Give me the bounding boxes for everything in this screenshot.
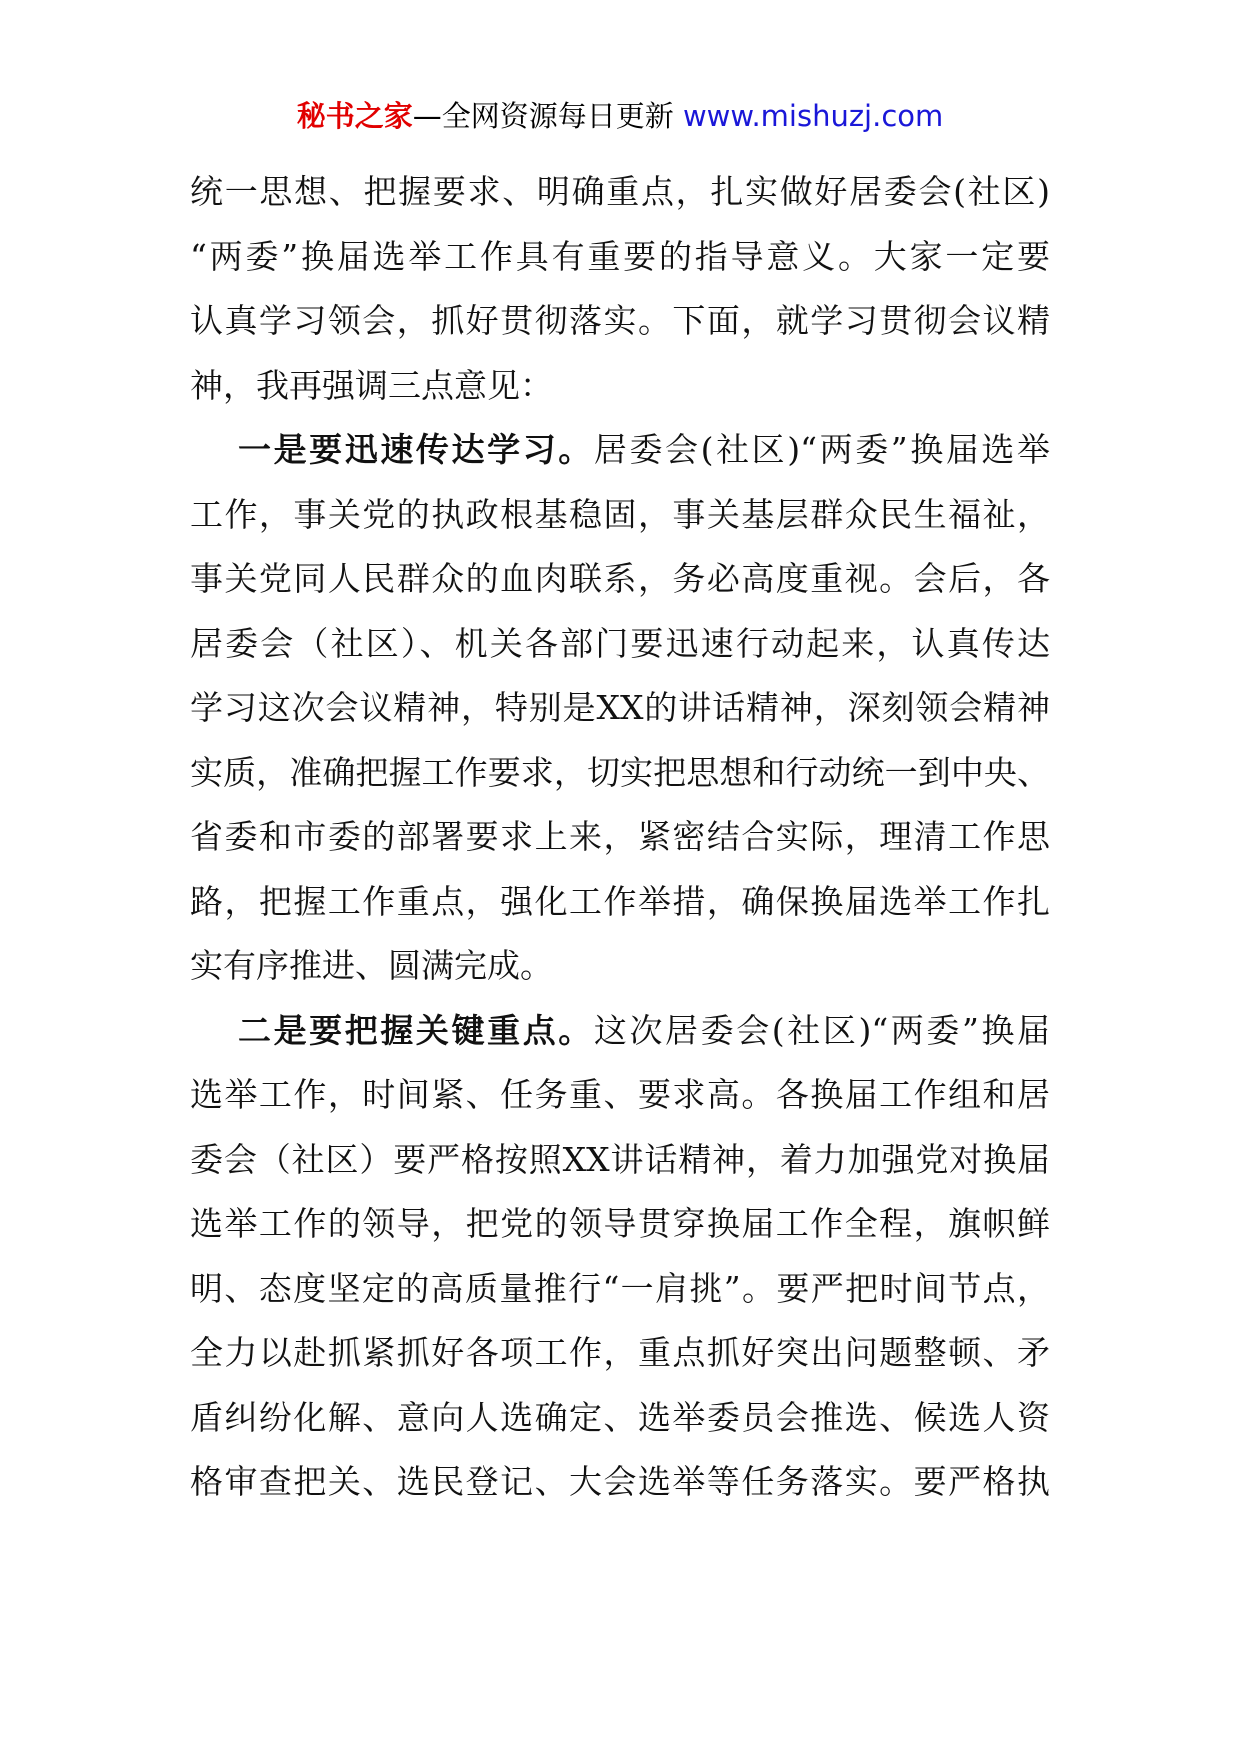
text-line: 明、态度坚定的高质量推行“一肩挑”。要严把时间节点， [190,1268,1050,1308]
point-one-paragraph [190,418,1050,999]
document-body [190,160,1050,1515]
point-two-paragraph [190,999,1050,1515]
intro-paragraph [190,160,1050,418]
text-line [190,418,1050,483]
point-two-text: 这次居委会(社区)“两委”换届 [593,1010,1050,1050]
header-tagline: —全网资源每日更新 [412,99,683,133]
text-line: 选举工作的领导，把党的领导贯穿换届工作全程，旗帜鲜 [190,1204,1050,1243]
brand-name: 秘书之家 [296,99,413,133]
text-line: 省委和市委的部署要求上来，紧密结合实际，理清工作思 [190,817,1050,856]
text-line: 路，把握工作重点，强化工作举措，确保换届选举工作扎 [190,881,1050,921]
text-line: 格审查把关、选民登记、大会选举等任务落实。要严格执 [190,1462,1050,1501]
text-line: 实有序推进、圆满完成。 [190,946,553,985]
text-line: 选举工作，时间紧、任务重、要求高。各换届工作组和居 [190,1075,1050,1114]
text-line: 工作，事关党的执政根基稳固，事关基层群众民生福祉， [190,494,1050,534]
text-line: 委会（社区）要严格按照XX讲话精神，着力加强党对换届 [190,1139,1050,1179]
watermark-header [0,96,1240,136]
point-one-heading: 一是要迅速传达学习。 [238,430,594,469]
text-line: 实质，准确把握工作要求，切实把思想和行动统一到中央、 [190,752,1050,792]
text-line: 居委会（社区）、机关各部门要迅速行动起来，认真传达 [190,623,1050,663]
point-one-text: 居委会(社区)“两委”换届选举 [593,430,1050,469]
text-line: 事关党同人民群众的血肉联系，务必高度重视。会后，各 [190,559,1050,598]
text-line [190,999,1050,1064]
text-line: 全力以赴抓紧抓好各项工作，重点抓好突出问题整顿、矛 [190,1333,1050,1372]
text-line: “两委”换届选举工作具有重要的指导意义。大家一定要 [190,236,1050,276]
text-line: 学习这次会议精神，特别是XX的讲话精神，深刻领会精神 [190,688,1050,727]
site-url: www.mishuzj.com [682,99,944,133]
text-line: 神，我再强调三点意见： [190,365,553,405]
text-line: 盾纠纷化解、意向人选确定、选举委员会推选、候选人资 [190,1397,1050,1437]
point-two-heading: 二是要把握关键重点。 [238,1010,594,1050]
text-line: 认真学习领会，抓好贯彻落实。下面，就学习贯彻会议精 [190,301,1050,340]
text-line: 统一思想、把握要求、明确重点，扎实做好居委会(社区) [190,172,1050,211]
